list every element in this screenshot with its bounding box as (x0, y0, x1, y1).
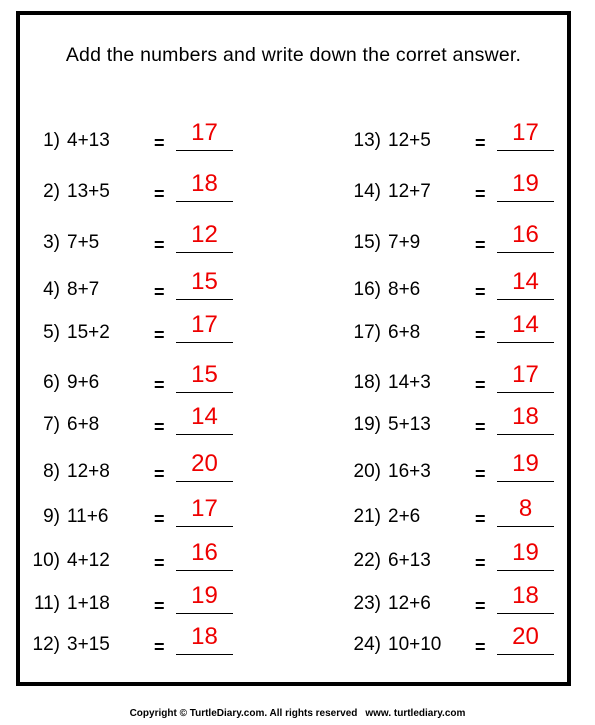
problem-expression: 7+5 (67, 232, 100, 253)
answer-field[interactable]: 14 (497, 308, 554, 343)
answer-field[interactable]: 17 (497, 358, 554, 393)
worksheet-frame (16, 11, 571, 686)
site-url: www. turtlediary.com (365, 708, 466, 719)
equals-sign: = (154, 133, 165, 153)
problem-expression: 12+6 (388, 593, 431, 614)
equals-sign: = (475, 637, 486, 657)
answer-field[interactable]: 16 (176, 536, 233, 571)
answer-field[interactable]: 19 (176, 579, 233, 614)
problem-number: 21) (353, 506, 381, 527)
problem-expression: 15+2 (67, 322, 110, 343)
answer-field[interactable]: 18 (497, 579, 554, 614)
problem-number: 7) (43, 414, 60, 435)
equals-sign: = (475, 596, 486, 616)
equals-sign: = (154, 417, 165, 437)
problem-number: 15) (353, 232, 381, 253)
problem-number: 11) (33, 593, 60, 614)
problem-number: 2) (43, 181, 60, 202)
answer-field[interactable]: 18 (176, 620, 233, 655)
answer-field[interactable]: 20 (176, 447, 233, 482)
answer-field[interactable]: 19 (497, 167, 554, 202)
problem-expression: 6+13 (388, 550, 431, 571)
problem-expression: 3+15 (67, 634, 110, 655)
problem-number: 3) (43, 232, 60, 253)
problem-number: 19) (353, 414, 381, 435)
answer-field[interactable]: 17 (176, 308, 233, 343)
equals-sign: = (475, 133, 486, 153)
equals-sign: = (475, 325, 486, 345)
problem-number: 4) (43, 279, 60, 300)
problem-expression: 12+7 (388, 181, 431, 202)
answer-field[interactable]: 15 (176, 358, 233, 393)
equals-sign: = (475, 417, 486, 437)
equals-sign: = (475, 184, 486, 204)
answer-field[interactable]: 16 (497, 218, 554, 253)
problem-number: 13) (353, 130, 381, 151)
problem-number: 14) (353, 181, 381, 202)
equals-sign: = (154, 509, 165, 529)
equals-sign: = (154, 637, 165, 657)
equals-sign: = (475, 509, 486, 529)
answer-field[interactable]: 19 (497, 447, 554, 482)
equals-sign: = (475, 464, 486, 484)
equals-sign: = (475, 235, 486, 255)
answer-field[interactable]: 17 (176, 116, 233, 151)
answer-field[interactable]: 17 (497, 116, 554, 151)
equals-sign: = (154, 464, 165, 484)
problem-number: 16) (353, 279, 381, 300)
equals-sign: = (154, 184, 165, 204)
answer-field[interactable]: 19 (497, 536, 554, 571)
equals-sign: = (154, 282, 165, 302)
answer-field[interactable]: 18 (497, 400, 554, 435)
problem-number: 9) (43, 506, 60, 527)
problem-number: 22) (353, 550, 381, 571)
problem-expression: 5+13 (388, 414, 431, 435)
problem-expression: 11+6 (67, 506, 109, 527)
answer-field[interactable]: 8 (497, 492, 554, 527)
copyright-text: Copyright © TurtleDiary.com. All rights reserved (129, 708, 358, 719)
problem-number: 23) (353, 593, 381, 614)
problem-number: 6) (43, 372, 60, 393)
problem-number: 5) (43, 322, 60, 343)
problem-expression: 13+5 (67, 181, 110, 202)
problem-number: 1) (43, 130, 60, 151)
problem-expression: 8+7 (67, 279, 100, 300)
problem-expression: 9+6 (67, 372, 100, 393)
problem-number: 12) (32, 634, 60, 655)
equals-sign: = (154, 235, 165, 255)
problem-expression: 6+8 (67, 414, 100, 435)
problem-expression: 12+5 (388, 130, 431, 151)
problem-expression: 4+12 (67, 550, 110, 571)
equals-sign: = (154, 596, 165, 616)
problem-number: 8) (43, 461, 60, 482)
equals-sign: = (475, 375, 486, 395)
equals-sign: = (154, 375, 165, 395)
problem-number: 10) (32, 550, 60, 571)
problem-expression: 12+8 (67, 461, 110, 482)
problem-number: 24) (353, 634, 381, 655)
equals-sign: = (154, 553, 165, 573)
problem-expression: 4+13 (67, 130, 110, 151)
problem-expression: 6+8 (388, 322, 421, 343)
problem-number: 17) (353, 322, 381, 343)
answer-field[interactable]: 18 (176, 167, 233, 202)
answer-field[interactable]: 14 (176, 400, 233, 435)
answer-field[interactable]: 17 (176, 492, 233, 527)
answer-field[interactable]: 12 (176, 218, 233, 253)
instruction-text: Add the numbers and write down the corret answer. (65, 44, 522, 66)
problem-expression: 2+6 (388, 506, 421, 527)
equals-sign: = (154, 325, 165, 345)
problem-expression: 10+10 (388, 634, 442, 655)
problem-expression: 7+9 (388, 232, 421, 253)
problem-number: 18) (353, 372, 381, 393)
equals-sign: = (475, 282, 486, 302)
problem-expression: 1+18 (67, 593, 110, 614)
problem-expression: 8+6 (388, 279, 421, 300)
answer-field[interactable]: 14 (497, 265, 554, 300)
answer-field[interactable]: 20 (497, 620, 554, 655)
problem-number: 20) (353, 461, 381, 482)
footer (0, 708, 595, 719)
equals-sign: = (475, 553, 486, 573)
problem-expression: 16+3 (388, 461, 431, 482)
problem-expression: 14+3 (388, 372, 431, 393)
answer-field[interactable]: 15 (176, 265, 233, 300)
